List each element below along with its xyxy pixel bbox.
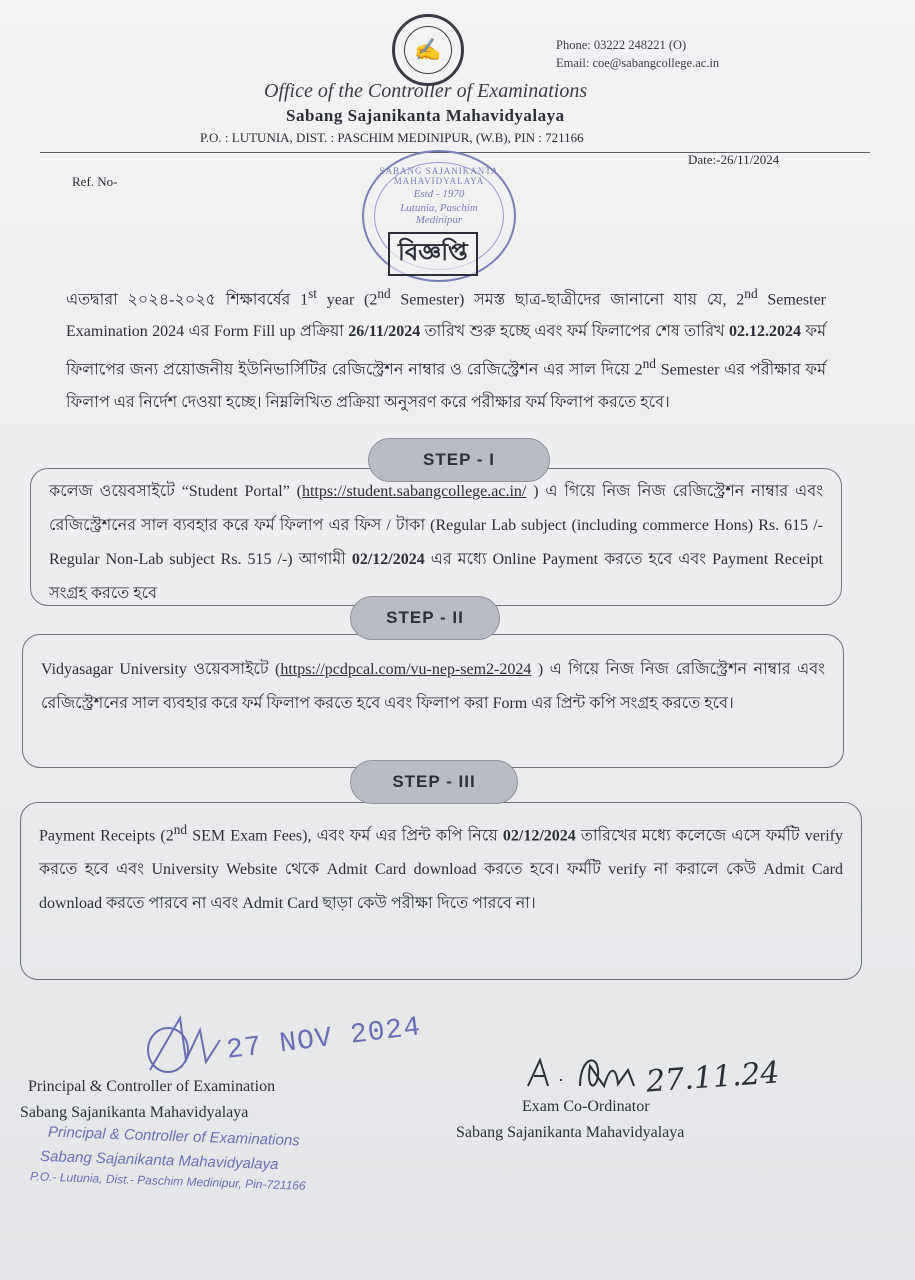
seal-ring-text: SABANG SAJANIKANTA MAHAVIDYALAYA <box>379 166 499 186</box>
seal-place-line2: Medinipur <box>415 214 463 226</box>
step-text: ) এ গিয়ে নিজ নিজ রেজিস্ট্রেশন নাম্বার এবং রেজিস্ট্রেশনের সাল ব্যবহার করে ফর্ম ফিলাপ করতে হবে এবং ফিলাপ করা Form এর প্রিন্ট কপি সংগ্রহ করতে হবে। <box>41 661 825 712</box>
step-3-label: STEP - III <box>350 760 518 804</box>
intro-sup: nd <box>377 286 391 301</box>
start-date: 26/11/2024 <box>348 323 421 341</box>
notice-heading: বিজ্ঞপ্তি <box>388 232 478 276</box>
college-logo <box>392 14 464 86</box>
intro-sup: st <box>308 286 317 301</box>
step-text: Payment Receipts (2 <box>39 827 174 845</box>
notice-date: Date:-26/11/2024 <box>688 152 780 167</box>
coordinator-signed-date: 27.11.24 <box>644 1055 781 1100</box>
step-3-box <box>20 802 862 980</box>
student-portal-link[interactable]: https://student.sabangcollege.ac.in/ <box>301 483 527 500</box>
step-1-box <box>30 468 842 606</box>
intro-text: Semester) সমস্ত ছাত্র-ছাত্রীদের জানানো যায় যে, 2 <box>390 291 745 309</box>
payment-deadline: 02/12/2024 <box>351 551 425 568</box>
principal-role: Principal & Controller of Examination <box>28 1078 276 1095</box>
logo-emblem-icon: ✍ <box>404 26 452 74</box>
intro-text: ফর্ম ফিলাপের জন্য প্রয়োজনীয় ইউনিভার্সিটির রেজিস্ট্রেশন নাম্বার ও রেজিস্ট্রেশন এর সাল দিয়ে 2 <box>66 323 827 379</box>
step-2-label: STEP - II <box>350 596 500 640</box>
step-text: SEM Exam Fees), এবং ফর্ম এর প্রিন্ট কপি নিয়ে <box>187 827 503 845</box>
intro-text: এতদ্বারা ২০২৪-২০২৫ শিক্ষাবর্ষের 1 <box>66 291 309 309</box>
step-text: এর মধ্যে Online Payment করতে হবে এবং Payment Receipt সংগ্রহ করতে হবে <box>49 551 823 602</box>
intro-text: তারিখ শুরু হচ্ছে এবং ফর্ম ফিলাপের শেষ তারিখ <box>420 323 730 341</box>
seal-place-line1: Lutunia, Paschim <box>400 202 478 214</box>
seal-estd: Estd - 1970 <box>413 188 465 200</box>
step-text: ) এ গিয়ে নিজ নিজ রেজিস্ট্রেশন নাম্বার এবং রেজিস্ট্রেশনের সাল ব্যবহার করে ফর্ম ফিলাপ এর ফিস / টাকা (Regular Lab subject (including commerce Hons) Rs. 615 /- Regular Non-Lab subject Rs. 515 /-) আগামী <box>49 483 823 568</box>
principal-college: Sabang Sajanikanta Mahavidyalaya <box>20 1104 249 1121</box>
step-1-label: STEP - I <box>368 438 550 482</box>
step-text: Vidyasagar University ওয়েবসাইটে ( <box>41 661 281 678</box>
principal-stamp-line-3: P.O.- Lutunia, Dist.- Paschim Medinipur, Pin-721166 <box>29 1169 306 1193</box>
email-line: Email: coe@sabangcollege.ac.in <box>556 56 720 70</box>
university-form-link[interactable]: https://pcdpcal.com/vu-nep-sem2-2024 <box>280 661 532 678</box>
intro-sup: nd <box>642 356 656 372</box>
coordinator-role: Exam Co-Ordinator <box>522 1098 650 1115</box>
phone-line: Phone: 03222 248221 (O) <box>556 38 687 52</box>
college-address: P.O. : LUTUNIA, DIST. : PASCHIM MEDINIPUR, (W.B), PIN : 721166 <box>200 130 584 145</box>
received-stamp-date: 27 NOV 2024 <box>224 1012 424 1067</box>
step-text: তারিখের মধ্যে কলেজে এসে ফর্মটি verify করতে হবে এবং University Website থেকে Admit Card download করতে হবে। ফর্মটি verify না করালে কেউ Admit Card download করতে পারবে না এবং Admit Card ছাড়া কেউ পরীক্ষা দিতে পারবে না। <box>39 827 843 913</box>
principal-stamp-line-2: Sabang Sajanikanta Mahavidyalaya <box>39 1147 279 1174</box>
college-name: Sabang Sajanikanta Mahavidyalaya <box>286 106 565 125</box>
principal-stamp-line-1: Principal & Controller of Examinations <box>47 1123 301 1150</box>
reference-number: Ref. No- <box>72 174 118 189</box>
intro-text: Semester Examination 2024 এর Form Fill up প্রক্রিয়া <box>66 291 826 341</box>
step-2-box <box>22 634 844 768</box>
step-text: কলেজ ওয়েবসাইটে “Student Portal” ( <box>49 483 302 500</box>
intro-paragraph <box>66 278 826 419</box>
step-sup: nd <box>173 822 188 837</box>
intro-text: Semester এর পরীক্ষার ফর্ম ফিলাপ এর নির্দেশ দেওয়া হচ্ছে। নিম্নলিখিত প্রক্রিয়া অনুসরণ করে পরীক্ষার ফর্ম ফিলাপ করতে হবে। <box>66 361 826 411</box>
coordinator-college: Sabang Sajanikanta Mahavidyalaya <box>456 1124 685 1141</box>
verify-deadline: 02/12/2024 <box>502 827 576 845</box>
intro-text: year (2 <box>317 291 378 309</box>
end-date: 02.12.2024 <box>729 323 802 341</box>
intro-sup: nd <box>744 286 758 301</box>
office-title: Office of the Controller of Examinations <box>264 80 588 102</box>
